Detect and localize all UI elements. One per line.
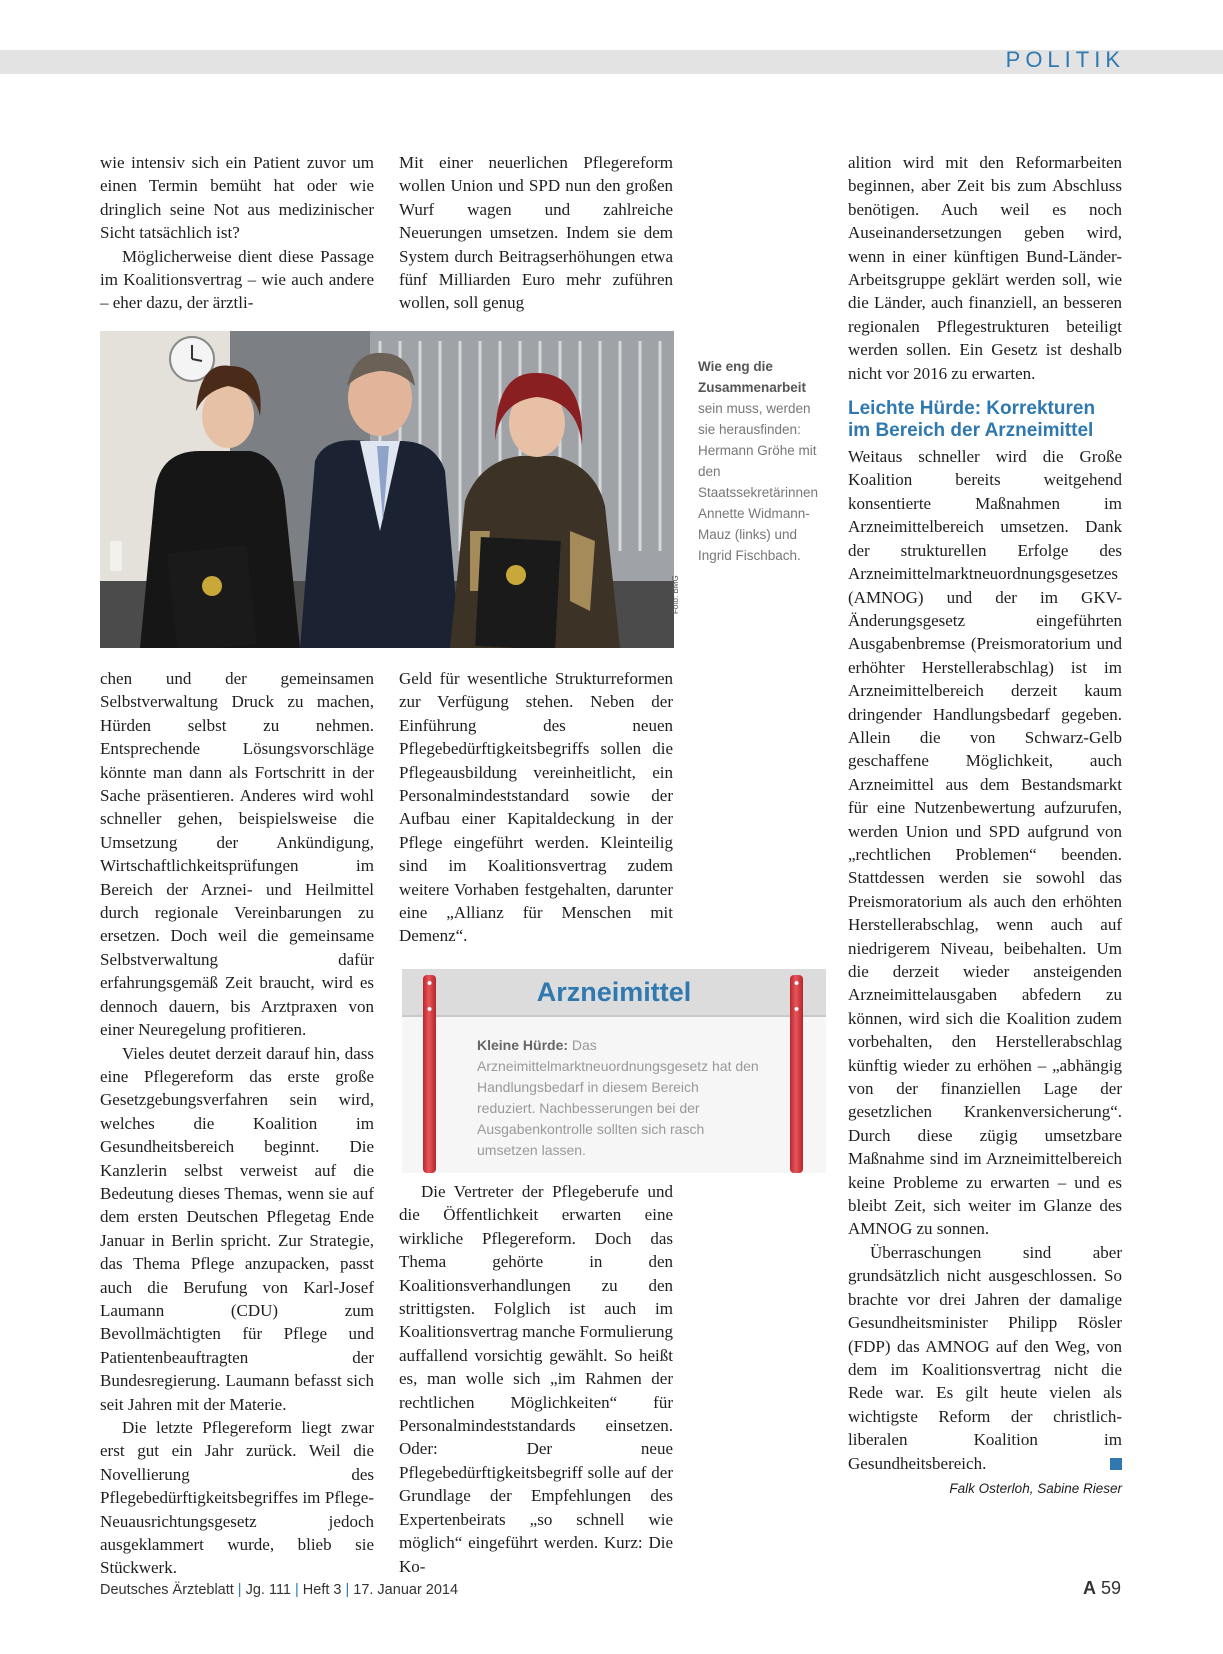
info-box-title-overlay: Arzneimittel bbox=[536, 977, 692, 1007]
paragraph: alition wird mit den Reformarbeiten beginnen, aber Zeit bis zum Abschluss benötigen. Auch weil es noch Auseinandersetzungen geben wird, wenn in einer künftigen Bund-Länder-Arbeitsgruppe geklärt werden soll, wie die Länder, auch finanziell, an besseren regionalen Pflegestrukturen beteiligt werden sollen. Ein Gesetz ist deshalb nicht vor 2016 zu erwarten. bbox=[848, 153, 1122, 383]
footer-date: 17. Januar 2014 bbox=[353, 1582, 459, 1598]
footer-issue: Heft 3 bbox=[302, 1582, 342, 1598]
paragraph: Geld für wesentliche Strukturreformen zur Verfügung stehen. Neben der Einführung des neuen Pflegebedürftigkeitsbegriffs sollen die Pflegeausbildung vereinheitlicht, ein Personalmindeststandard sowie der Aufbau einer Kapitaldeckung in der Pflege eingeführt werden. Kleinteilig sind im Koalitionsvertrag zudem weitere Vorhaben festgehalten, darunter eine „Allianz für Menschen mit Demenz“. bbox=[399, 669, 673, 946]
author-line: Falk Osterloh, Sabine Rieser bbox=[949, 1480, 1122, 1496]
article-column-2-middle bbox=[399, 667, 673, 948]
page-prefix: A bbox=[1082, 1578, 1096, 1598]
subheading: Leichte Hürde: Korrekturen im Bereich der Arzneimittel bbox=[848, 398, 1096, 442]
article-column-2-bottom bbox=[399, 1180, 673, 1578]
paragraph: chen und der gemeinsamen Selbstverwaltung Druck zu machen, Hürden selbst zu nehmen. Entsprechende Lösungsvorschläge könnte man dann als Fortschritt in der Sache präsentieren. Anderes wird wohl schneller gehen, beispielsweise die Umsetzung der Ankündigung, Wirtschaftlichkeitsprüfungen im Bereich der Arznei- und Heilmittel durch regionale Vereinbarungen zu ersetzen. Doch weil die gemeinsame Selbstverwaltung dafür erfahrungsgemäß Zeit braucht, wird es dennoch dauern, bis Arztpraxen von einer Neuregelung profitieren. bbox=[100, 669, 374, 1040]
page-number bbox=[1083, 1578, 1121, 1599]
separator-icon: | bbox=[237, 1582, 242, 1598]
footer-volume: Jg. 111 bbox=[245, 1582, 291, 1598]
info-box-lead: Kleine Hürde: bbox=[477, 1037, 569, 1053]
paragraph-final bbox=[848, 1241, 1122, 1475]
paragraph: Vieles deutet derzeit darauf hin, dass eine Pflegereform das erste große Gesetzgebungsverfahren sein wird, welches die Koalition im Gesundheitsbereich beginnt. Die Kanzlerin selbst verweist auf die Bedeutung dieses Themas, wenn sie auf dem ersten Deutschen Pflegetag Ende Januar in Berlin spricht. Zur Strategie, das Thema Pflege anzupacken, passt auch die Berufung von Karl-Josef Laumann (CDU) zum Bevollmächtigten für Pflege und Patientenbeauftragten der Bundesregierung. Laumann befasst sich seit Jahren mit der Materie. bbox=[100, 1043, 374, 1414]
article-column-1-top bbox=[100, 151, 374, 315]
photo-caption bbox=[698, 356, 826, 566]
photo-image bbox=[100, 331, 674, 648]
paragraph: Die letzte Pflegereform liegt zwar erst gut ein Jahr zurück. Weil die Novellierung des Pflegebedürftigkeitsbegriffes im Pflege-Neuausrichtungsgesetz jedoch ausgeklammert wurde, blieb sie Stückwerk. bbox=[100, 1418, 374, 1578]
paragraph: Möglicherweise dient diese Passage im Koalitionsvertrag – wie auch andere – eher dazu, der ärztli- bbox=[100, 246, 374, 313]
paragraph: Die Vertreter der Pflegeberufe und die Öffentlichkeit erwarten eine wirkliche Pflegereform. Doch das Thema gehörte in den Koalitionsverhandlungen zu den strittigsten. Folglich ist auch im Koalitionsvertrag manche Formulierung auffallend vorsichtig gewählt. So heißt es, man wolle sich „im Rahmen der rechtlichen Möglichkeiten“ für Personalmindeststandards einsetzen. Oder: Der neue Pflegebedürftigkeitsbegriff solle auf der Grundlage der Empfehlungen des Expertenbeirats „so schnell wie möglich“ eingeführt werden. Kurz: Die Ko- bbox=[399, 1182, 673, 1576]
article-column-3 bbox=[848, 151, 1122, 1500]
paragraph: wie intensiv sich ein Patient zuvor um einen Termin bemüht hat oder wie dringlich seine Not aus medizinischer Sicht tatsächlich ist? bbox=[100, 153, 374, 243]
article-photo bbox=[100, 331, 674, 648]
info-box bbox=[402, 969, 826, 1173]
paragraph-text: Überraschungen sind aber grundsätzlich nicht ausgeschlossen. So brachte vor drei Jahren der damalige Gesundheitsminister Philipp Rösler (FDP) das AMNOG auf den Weg, von dem im Koalitionsvertrag nicht die Rede war. Es gilt heute vielen als wichtigste Reform der christlich-liberalen Koalition im Gesundheitsbereich. bbox=[848, 1242, 1122, 1473]
caption-lead: Wie eng die Zusammenarbeit bbox=[698, 359, 807, 395]
section-label: POLITIK bbox=[1005, 47, 1125, 72]
photo-credit: Foto: BMG bbox=[671, 575, 680, 614]
footer bbox=[100, 1582, 458, 1598]
caption-text: sein muss, werden sie herausfinden: Hermann Gröhe mit den Staatssekretärinnen Annette Widmann-Mauz (links) und Ingrid Fischbach. bbox=[698, 401, 819, 563]
separator-icon: | bbox=[295, 1582, 299, 1598]
article-column-1-bottom bbox=[100, 667, 374, 1580]
info-box-body: Das Arzneimittelmarktneuordnungsgesetz hat den Handlungsbedarf in diesem Bereich reduziert. Nachbesserungen bei der Ausgabenkontrolle sollten sich rasch umsetzen lassen. bbox=[477, 1037, 759, 1158]
end-mark-icon bbox=[1110, 1458, 1122, 1470]
paragraph: Weitaus schneller wird die Große Koalition bereits weitgehend konsentierte Maßnahmen im Arzneimittelbereich umsetzen. Dank der strukturellen Erfolge des Arzneimittelmarktneuordnungsgesetzes (AMNOG) und der im GKV-Änderungsgesetz eingeführten Ausgabenbremse (Preismoratorium und erhöhter Herstellerabschlag) ist im Arzneimittelbereich derzeit kaum dringender Handlungsbedarf gegeben. Allein die von Schwarz-Gelb geschaffene Möglichkeit, auch Arzneimittel aus dem Bestandsmarkt für eine Nutzenbewertung aufzurufen, werden Union und SPD aufgrund von „rechtlichen Problemen“ beenden. Stattdessen werden sie sowohl das Preismoratorium als auch den erhöhten Herstellerabschlag, wenn auch auf niedrigerem Niveau, beibehalten. Um die derzeit wieder ansteigenden Arzneimittelausgaben abfedern zu können, wird sich die Koalition zudem vorbehalten, den Herstellerabschlag künftig wieder zu erhöhen – „abhängig von der finanziellen Lage der gesetzlichen Krankenversicherung“. Durch diese zügig umsetzbare Maßnahme sind im Arzneimittelbereich keine Probleme zu erwarten – und es bleibt Zeit, sich weiter im Glanze des AMNOG zu sonnen. bbox=[848, 447, 1122, 1239]
footer-journal: Deutsches Ärzteblatt bbox=[100, 1582, 234, 1598]
article-column-2-top bbox=[399, 151, 673, 315]
page-number-value: 59 bbox=[1100, 1578, 1121, 1598]
separator-icon: | bbox=[345, 1582, 350, 1598]
info-box-text bbox=[477, 1035, 761, 1161]
paragraph: Mit einer neuerlichen Pflegereform wollen Union und SPD nun den großen Wurf wagen und zahlreiche Neuerungen umsetzen. Indem sie dem System durch Beitragserhöhungen etwa fünf Milliarden Euro mehr zuführen wollen, soll genug bbox=[399, 153, 673, 313]
